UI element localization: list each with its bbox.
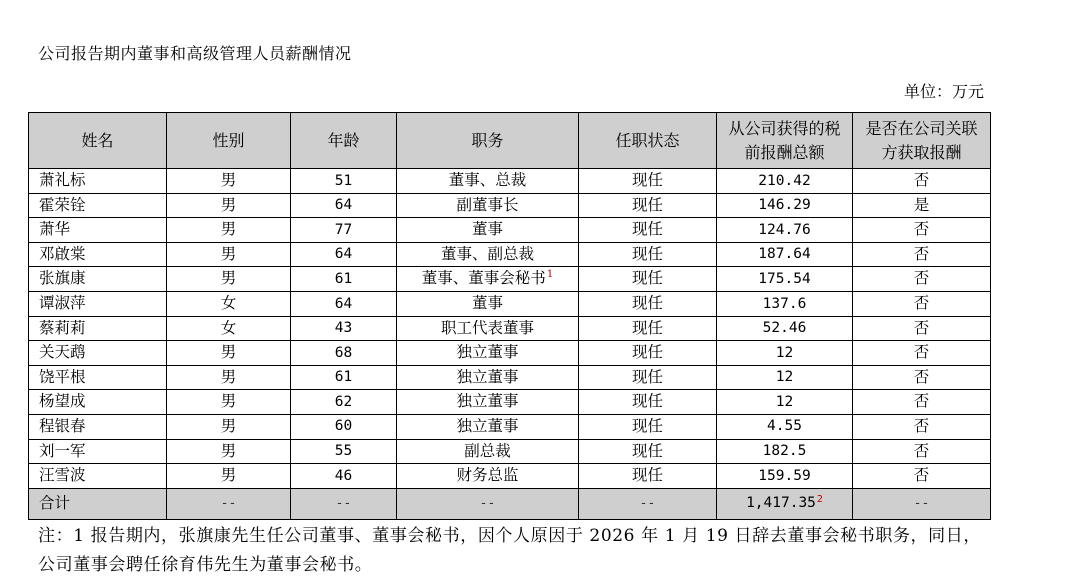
cell-gender-text: 男	[220, 220, 237, 239]
cell-pretax-pay	[717, 169, 853, 194]
cell-related-party-pay	[853, 439, 991, 464]
cell-status-text: 现任	[631, 367, 663, 386]
cell-status-text: 现任	[631, 318, 663, 337]
cell-position-text: 独立董事	[456, 392, 519, 411]
cell-related-party-pay	[853, 218, 991, 243]
cell-pretax-pay-text: 146.29	[758, 197, 811, 214]
cell-gender	[167, 341, 291, 366]
total-pay-footnote-mark: 2	[816, 493, 823, 505]
cell-gender	[167, 390, 291, 415]
cell-pretax-pay-text: 124.76	[758, 221, 811, 238]
cell-related-party-pay	[853, 341, 991, 366]
cell-related-party-pay	[853, 365, 991, 390]
cell-name	[29, 390, 167, 415]
cell-pretax-pay	[717, 365, 853, 390]
cell-pretax-pay-text: 4.55	[767, 418, 802, 435]
cell-related-party-pay	[853, 390, 991, 415]
cell-related-party-pay	[853, 169, 991, 194]
cell-gender-text: 女	[220, 318, 237, 337]
cell-name-text: 关天鹉	[39, 343, 86, 362]
cell-position-text: 副董事长	[456, 195, 519, 214]
cell-status	[579, 242, 717, 267]
cell-name-text: 蔡莉莉	[39, 318, 86, 337]
cell-status	[579, 169, 717, 194]
cell-related-party-pay-text: 否	[913, 220, 930, 239]
cell-name-text: 张旗康	[39, 269, 86, 288]
cell-gender-text: 男	[220, 244, 237, 263]
total-related: --	[853, 488, 991, 519]
cell-name	[29, 464, 167, 489]
cell-position-text: 独立董事	[456, 343, 519, 362]
header-status: 任职状态	[579, 113, 717, 169]
cell-age	[291, 439, 397, 464]
unit-label: 单位：万元	[903, 82, 984, 101]
cell-position	[397, 390, 579, 415]
cell-name	[29, 291, 167, 316]
table-row	[29, 218, 991, 243]
table-row	[29, 169, 991, 194]
cell-pretax-pay-text: 12	[775, 344, 794, 361]
cell-name	[29, 267, 167, 292]
cell-position	[397, 316, 579, 341]
cell-status-text: 现任	[631, 343, 663, 362]
cell-gender-text: 男	[220, 195, 237, 214]
cell-age	[291, 291, 397, 316]
cell-name	[29, 414, 167, 439]
cell-gender	[167, 365, 291, 390]
table-row	[29, 341, 991, 366]
cell-pretax-pay	[717, 414, 853, 439]
cell-related-party-pay-text: 是	[913, 195, 930, 214]
table-row	[29, 390, 991, 415]
cell-age	[291, 218, 397, 243]
cell-age-text: 46	[334, 467, 353, 484]
cell-status	[579, 414, 717, 439]
cell-pretax-pay	[717, 193, 853, 218]
cell-gender-text: 男	[220, 416, 237, 435]
header-pretax-pay: 从公司获得的税前报酬总额	[717, 113, 853, 169]
cell-status-text: 现任	[631, 220, 663, 239]
cell-name-text: 萧华	[39, 220, 71, 239]
table-row	[29, 291, 991, 316]
cell-position-text: 独立董事	[456, 416, 519, 435]
cell-status-text: 现任	[631, 466, 663, 485]
cell-gender	[167, 291, 291, 316]
table-row	[29, 316, 991, 341]
cell-age-text: 77	[334, 221, 353, 238]
cell-name	[29, 218, 167, 243]
cell-gender	[167, 316, 291, 341]
cell-name	[29, 242, 167, 267]
cell-name-text: 汪雪波	[39, 466, 86, 485]
cell-name-text: 刘一军	[39, 441, 86, 460]
cell-position-text: 董事、副总裁	[440, 244, 534, 263]
cell-gender	[167, 267, 291, 292]
cell-related-party-pay-text: 否	[913, 171, 930, 190]
compensation-table	[28, 112, 991, 520]
total-row	[29, 488, 991, 519]
table-row	[29, 193, 991, 218]
cell-age-text: 61	[334, 369, 353, 386]
cell-status-text: 现任	[631, 294, 663, 313]
cell-age-text: 64	[334, 197, 353, 214]
table-row	[29, 365, 991, 390]
cell-gender-text: 男	[220, 367, 237, 386]
header-gender: 性别	[167, 113, 291, 169]
cell-status	[579, 390, 717, 415]
cell-age-text: 64	[334, 246, 353, 263]
cell-position-text: 职工代表董事	[440, 318, 534, 337]
cell-related-party-pay-text: 否	[913, 441, 930, 460]
table-row	[29, 414, 991, 439]
cell-status	[579, 291, 717, 316]
cell-related-party-pay-text: 否	[913, 416, 930, 435]
cell-gender	[167, 242, 291, 267]
cell-age	[291, 267, 397, 292]
cell-gender-text: 男	[220, 343, 237, 362]
cell-gender	[167, 464, 291, 489]
cell-position	[397, 169, 579, 194]
cell-gender	[167, 193, 291, 218]
cell-related-party-pay-text: 否	[913, 294, 930, 313]
cell-gender-text: 男	[220, 466, 237, 485]
cell-pretax-pay-text: 175.54	[758, 270, 811, 287]
cell-gender-text: 男	[220, 392, 237, 411]
total-pay-value: 1,417.35	[746, 495, 816, 512]
cell-status	[579, 365, 717, 390]
total-label: 合计	[29, 488, 167, 519]
cell-status-text: 现任	[631, 416, 663, 435]
cell-age-text: 55	[334, 443, 353, 460]
cell-gender	[167, 414, 291, 439]
total-status: --	[579, 488, 717, 519]
cell-status	[579, 267, 717, 292]
cell-position	[397, 439, 579, 464]
cell-age	[291, 169, 397, 194]
cell-name-text: 饶平根	[39, 367, 86, 386]
table-row	[29, 242, 991, 267]
header-age: 年龄	[291, 113, 397, 169]
page-title: 公司报告期内董事和高级管理人员薪酬情况	[38, 44, 352, 63]
cell-position	[397, 341, 579, 366]
cell-pretax-pay	[717, 439, 853, 464]
header-position: 职务	[397, 113, 579, 169]
cell-pretax-pay	[717, 390, 853, 415]
cell-position-text: 独立董事	[456, 367, 519, 386]
cell-name	[29, 316, 167, 341]
cell-age-text: 51	[334, 172, 353, 189]
cell-age	[291, 464, 397, 489]
cell-related-party-pay	[853, 316, 991, 341]
cell-status	[579, 218, 717, 243]
cell-pretax-pay	[717, 242, 853, 267]
table-row	[29, 439, 991, 464]
cell-related-party-pay	[853, 242, 991, 267]
cell-status	[579, 193, 717, 218]
cell-pretax-pay	[717, 267, 853, 292]
table-header-row	[29, 113, 991, 169]
cell-status-text: 现任	[631, 269, 663, 288]
cell-pretax-pay	[717, 291, 853, 316]
cell-position	[397, 464, 579, 489]
cell-age-text: 60	[334, 418, 353, 435]
cell-position	[397, 242, 579, 267]
cell-age	[291, 414, 397, 439]
total-age: --	[291, 488, 397, 519]
cell-position	[397, 267, 579, 292]
cell-related-party-pay	[853, 193, 991, 218]
cell-position	[397, 218, 579, 243]
cell-status	[579, 439, 717, 464]
table-row	[29, 464, 991, 489]
cell-gender	[167, 218, 291, 243]
table-row	[29, 267, 991, 292]
header-related-party-pay: 是否在公司关联方获取报酬	[853, 113, 991, 169]
cell-name-text: 霍荣铨	[39, 195, 86, 214]
cell-status-text: 现任	[631, 392, 663, 411]
cell-pretax-pay-text: 52.46	[762, 320, 807, 337]
cell-position-text: 董事、总裁	[448, 171, 527, 190]
cell-status	[579, 464, 717, 489]
cell-pretax-pay	[717, 341, 853, 366]
cell-age	[291, 193, 397, 218]
cell-pretax-pay	[717, 218, 853, 243]
cell-status-text: 现任	[631, 441, 663, 460]
cell-position-text: 副总裁	[464, 441, 511, 460]
cell-pretax-pay-text: 12	[775, 393, 794, 410]
cell-position	[397, 414, 579, 439]
cell-name-text: 邓啟棠	[39, 244, 86, 263]
cell-pretax-pay-text: 187.64	[758, 246, 811, 263]
cell-gender-text: 男	[220, 441, 237, 460]
cell-related-party-pay-text: 否	[913, 392, 930, 411]
cell-age-text: 61	[334, 270, 353, 287]
total-pay	[717, 488, 853, 519]
cell-pretax-pay	[717, 316, 853, 341]
cell-name	[29, 365, 167, 390]
cell-pretax-pay	[717, 464, 853, 489]
cell-position	[397, 291, 579, 316]
cell-pretax-pay-text: 12	[775, 369, 794, 386]
cell-pretax-pay-text: 210.42	[758, 172, 811, 189]
cell-related-party-pay	[853, 267, 991, 292]
cell-related-party-pay-text: 否	[913, 269, 930, 288]
cell-position-text: 董事	[471, 220, 503, 239]
cell-name	[29, 169, 167, 194]
cell-age	[291, 390, 397, 415]
cell-gender-text: 男	[220, 269, 237, 288]
cell-related-party-pay-text: 否	[913, 343, 930, 362]
cell-age-text: 64	[334, 295, 353, 312]
cell-name-text: 杨望成	[39, 392, 86, 411]
footnote-mark: 1	[546, 269, 554, 281]
cell-status-text: 现任	[631, 244, 663, 263]
cell-name-text: 萧礼标	[39, 171, 86, 190]
cell-related-party-pay-text: 否	[913, 466, 930, 485]
cell-age	[291, 341, 397, 366]
header-name: 姓名	[29, 113, 167, 169]
cell-age	[291, 316, 397, 341]
cell-age-text: 62	[334, 393, 353, 410]
cell-position	[397, 365, 579, 390]
total-gender: --	[167, 488, 291, 519]
cell-related-party-pay-text: 否	[913, 318, 930, 337]
cell-pretax-pay-text: 182.5	[762, 443, 807, 460]
cell-position-text: 董事、董事会秘书	[421, 269, 546, 288]
cell-gender	[167, 169, 291, 194]
cell-pretax-pay-text: 137.6	[762, 295, 807, 312]
cell-age	[291, 365, 397, 390]
cell-name	[29, 439, 167, 464]
cell-pretax-pay-text: 159.59	[758, 467, 811, 484]
cell-related-party-pay-text: 否	[913, 367, 930, 386]
cell-related-party-pay	[853, 464, 991, 489]
cell-status	[579, 341, 717, 366]
cell-name-text: 程银春	[39, 416, 86, 435]
cell-status	[579, 316, 717, 341]
cell-gender-text: 女	[220, 294, 237, 313]
cell-status-text: 现任	[631, 171, 663, 190]
cell-age-text: 43	[334, 320, 353, 337]
cell-position-text: 董事	[471, 294, 503, 313]
cell-age-text: 68	[334, 344, 353, 361]
total-position: --	[397, 488, 579, 519]
cell-name	[29, 341, 167, 366]
cell-status-text: 现任	[631, 195, 663, 214]
cell-related-party-pay	[853, 291, 991, 316]
cell-gender-text: 男	[220, 171, 237, 190]
cell-related-party-pay-text: 否	[913, 244, 930, 263]
cell-name-text: 谭淑萍	[39, 294, 86, 313]
cell-age	[291, 242, 397, 267]
cell-related-party-pay	[853, 414, 991, 439]
cell-gender	[167, 439, 291, 464]
cell-position	[397, 193, 579, 218]
cell-name	[29, 193, 167, 218]
cell-position-text: 财务总监	[456, 466, 519, 485]
footnote: 注：1 报告期内，张旗康先生任公司董事、董事会秘书，因个人原因于 2026 年 1 月 19 日辞去董事会秘书职务，同日，公司董事会聘任徐育伟先生为董事会秘书。	[38, 526, 981, 575]
